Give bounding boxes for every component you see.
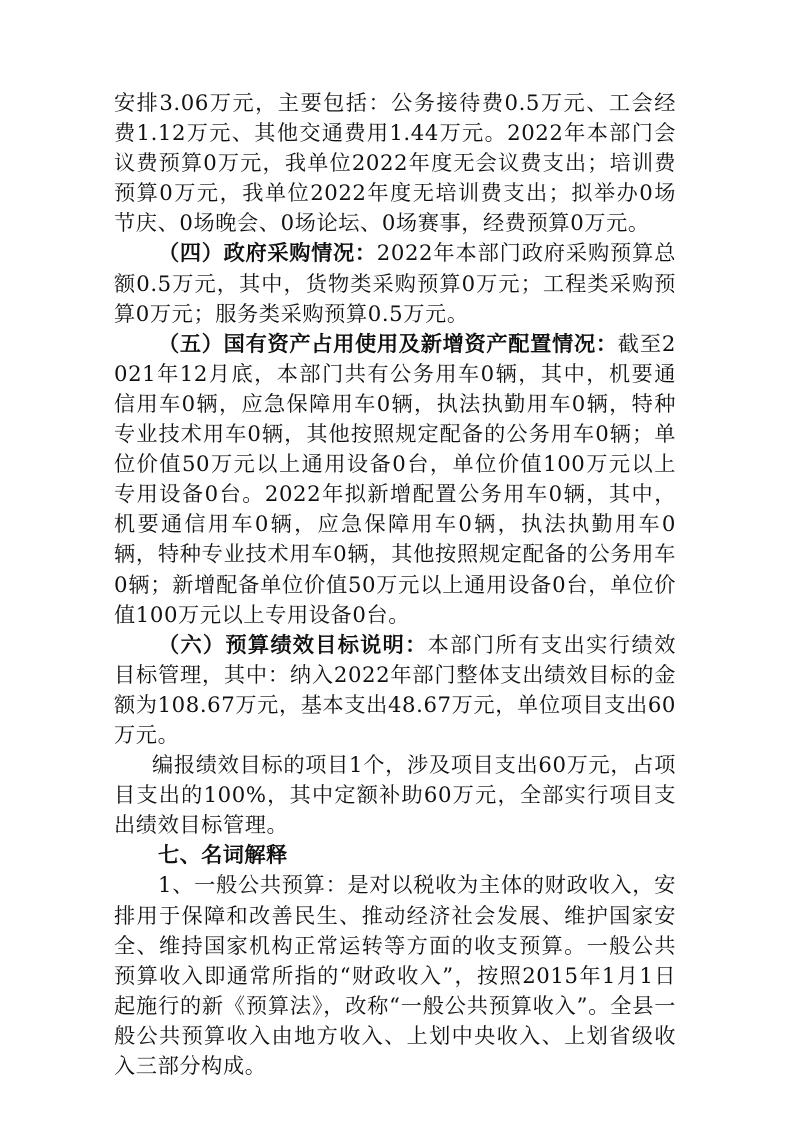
- document-page: [114, 88, 676, 1081]
- performance-targets-text: 本部门所有支出实行绩效目标管理，其中：纳入2022年部门整体支出绩效目标的金额为108.67万元，基本支出48.67万元，单位项目支出60万元。: [114, 631, 676, 747]
- paragraph-state-assets: [114, 329, 676, 630]
- paragraph-government-procurement: [114, 238, 676, 328]
- paragraph-meeting-training-expenses: 安排3.06万元，主要包括：公务接待费0.5万元、工会经费1.12万元、其他交通费用1.44万元。2022年本部门会议费预算0万元，我单位2022年度无会议费支出；培训费预算0万元，我单位2022年度无培训费支出；拟举办0场节庆、0场晚会、0场论坛、0场赛事，经费预算0万元。: [114, 90, 676, 236]
- paragraph-general-public-budget: 1、一般公共预算：是对以税收为主体的财政收入，安排用于保障和改善民生、推动经济社会发展、维护国家安全、维持国家机构正常运转等方面的收支预算。一般公共预算收入即通常所指的“财政收入”，按照2015年1月1日起施行的新《预算法》，改称“一般公共预算收入”。全县一般公共预算收入由地方收入、上划中央收入、上划省级收入三部分构成。: [114, 872, 676, 1078]
- state-assets-text: 截至2021年12月底，本部门共有公务用车0辆，其中，机要通信用车0辆，应急保障用车0辆，执法执勤用车0辆，特种专业技术用车0辆，其他按照规定配备的公务用车0辆；单位价值50万元以上通用设备0台，单位价值100万元以上专用设备0台。2022年拟新增配置公务用车0辆，其中，机要通信用车0辆，应急保障用车0辆，执法执勤用车0辆，特种专业技术用车0辆，其他按照规定配备的公务用车0辆；新增配备单位价值50万元以上通用设备0台，单位价值100万元以上专用设备0台。: [114, 330, 676, 627]
- state-assets-title: （五）国有资产占用使用及新增资产配置情况：: [158, 330, 618, 356]
- section-heading-glossary: 七、名词解释: [158, 842, 288, 868]
- procurement-text: 2022年本部门政府采购预算总额0.5万元，其中，货物类采购预算0万元；工程类采购预算0万元；服务类采购预算0.5万元。: [114, 240, 676, 326]
- paragraph-performance-projects: 编报绩效目标的项目1个，涉及项目支出60万元，占项目支出的100%，其中定额补助60万元，全部实行项目支出绩效目标管理。: [114, 752, 676, 838]
- paragraph-performance-targets: [114, 630, 676, 750]
- performance-targets-title: （六）预算绩效目标说明：: [158, 631, 428, 657]
- procurement-title: （四）政府采购情况：: [158, 240, 377, 266]
